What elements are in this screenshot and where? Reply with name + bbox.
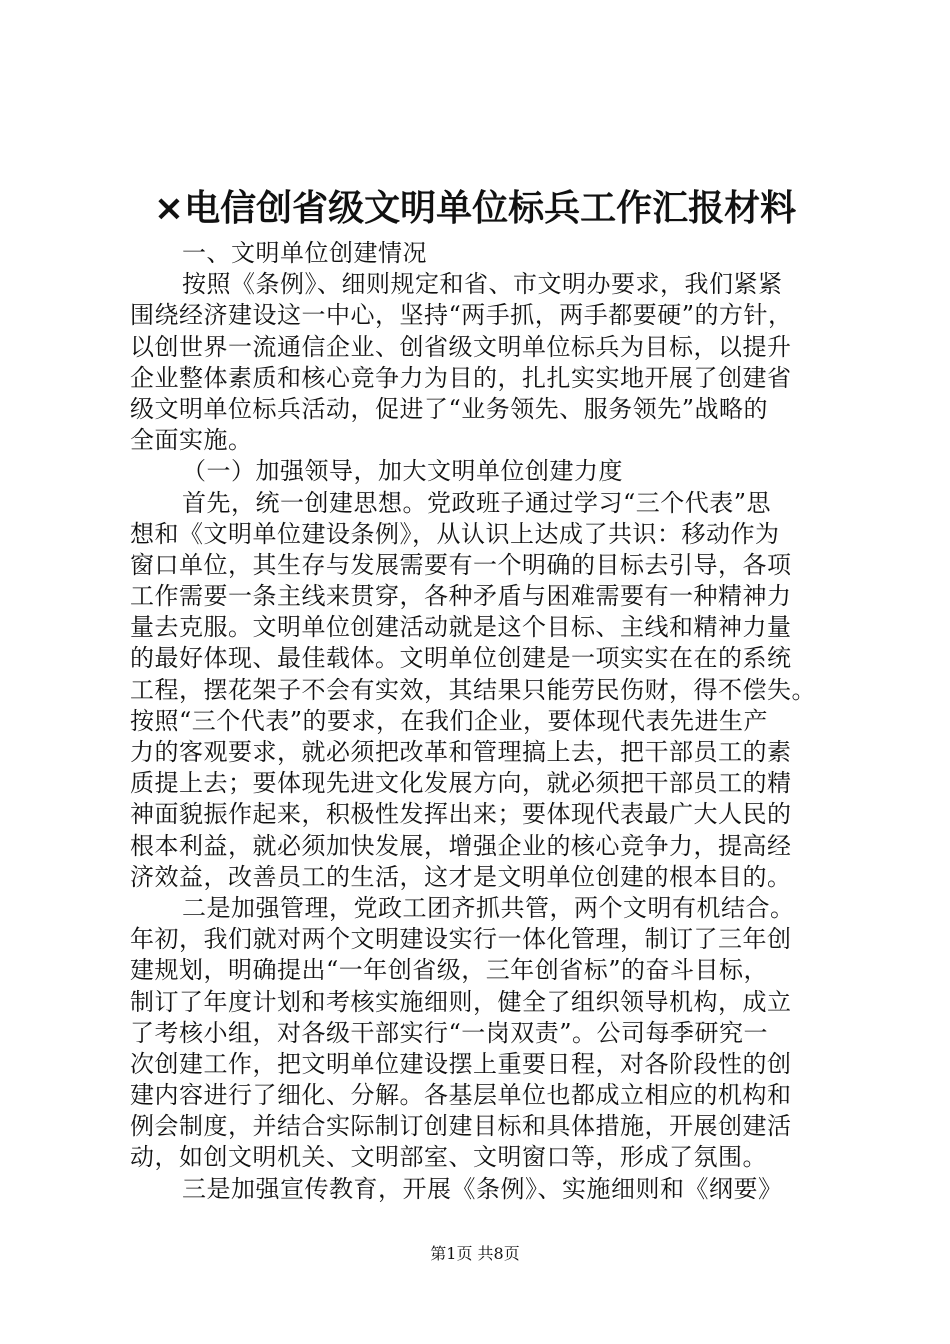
body-line: 制订了年度计划和考核实施细则，健全了组织领导机构，成立 — [130, 987, 792, 1016]
body-line: 动，如创文明机关、文明部室、文明窗口等，形成了氛围。 — [130, 1143, 767, 1172]
body-line: 神面貌振作起来，积极性发挥出来；要体现代表最广大人民的 — [130, 800, 792, 829]
body-line: 首先，统一创建思想。党政班子通过学习“三个代表”思 — [182, 488, 772, 517]
body-line: 窗口单位，其生存与发展需要有一个明确的目标去引导，各项 — [130, 550, 792, 579]
body-line: 三是加强宣传教育，开展《条例》、实施细则和《纲要》 — [182, 1174, 783, 1203]
body-line: 根本利益，就必须加快发展，增强企业的核心竞争力，提高经 — [130, 831, 792, 860]
body-line: 企业整体素质和核心竞争力为目的，扎扎实实地开展了创建省 — [130, 363, 792, 392]
document-body — [130, 238, 850, 1205]
body-line: 质提上去；要体现先进文化发展方向，就必须把干部员工的精 — [130, 769, 792, 798]
document-title: ×电信创省级文明单位标兵工作汇报材料 — [153, 188, 797, 229]
body-line: （一）加强领导，加大文明单位创建力度 — [182, 457, 623, 486]
page-footer: 第1页 共8页 — [430, 1244, 520, 1263]
body-line: 次创建工作，把文明单位建设摆上重要日程，对各阶段性的创 — [130, 1049, 792, 1078]
body-line: 工程，摆花架子不会有实效，其结果只能劳民伤财，得不偿失。 — [130, 675, 816, 704]
body-line: 的最好体现、最佳载体。文明单位创建是一项实实在在的系统 — [130, 644, 792, 673]
body-line: 级文明单位标兵活动，促进了“业务领先、服务领先”战略的 — [130, 394, 769, 423]
body-line: 以创世界一流通信企业、创省级文明单位标兵为目标，以提升 — [130, 332, 792, 361]
body-line: 例会制度，并结合实际制订创建目标和具体措施，开展创建活 — [130, 1112, 792, 1141]
body-line: 二是加强管理，党政工团齐抓共管，两个文明有机结合。 — [182, 893, 795, 922]
body-line: 建规划，明确提出“一年创省级，三年创省标”的奋斗目标， — [130, 956, 769, 985]
body-line: 量去克服。文明单位创建活动就是这个目标、主线和精神力量 — [130, 613, 792, 642]
body-line: 一、文明单位创建情况 — [182, 239, 427, 267]
body-line: 围绕经济建设这一中心，坚持“两手抓，两手都要硬”的方针， — [130, 301, 793, 330]
body-line: 年初，我们就对两个文明建设实行一体化管理，制订了三年创 — [130, 925, 792, 954]
body-line: 按照《条例》、细则规定和省、市文明办要求，我们紧紧 — [182, 270, 783, 299]
body-line: 工作需要一条主线来贯穿，各种矛盾与困难需要有一种精神力 — [130, 582, 792, 611]
body-line: 建内容进行了细化、分解。各基层单位也都成立相应的机构和 — [130, 1081, 792, 1110]
body-line: 想和《文明单位建设条例》，从认识上达成了共识：移动作为 — [130, 519, 780, 548]
body-line: 力的客观要求，就必须把改革和管理搞上去，把干部员工的素 — [130, 738, 792, 766]
body-line: 全面实施。 — [130, 426, 253, 455]
body-line: 了考核小组，对各级干部实行“一岗双责”。公司每季研究一 — [130, 1018, 769, 1047]
body-line: 济效益，改善员工的生活，这才是文明单位创建的根本目的。 — [130, 862, 792, 891]
body-line: 按照“三个代表”的要求，在我们企业，要体现代表先进生产 — [130, 706, 769, 735]
